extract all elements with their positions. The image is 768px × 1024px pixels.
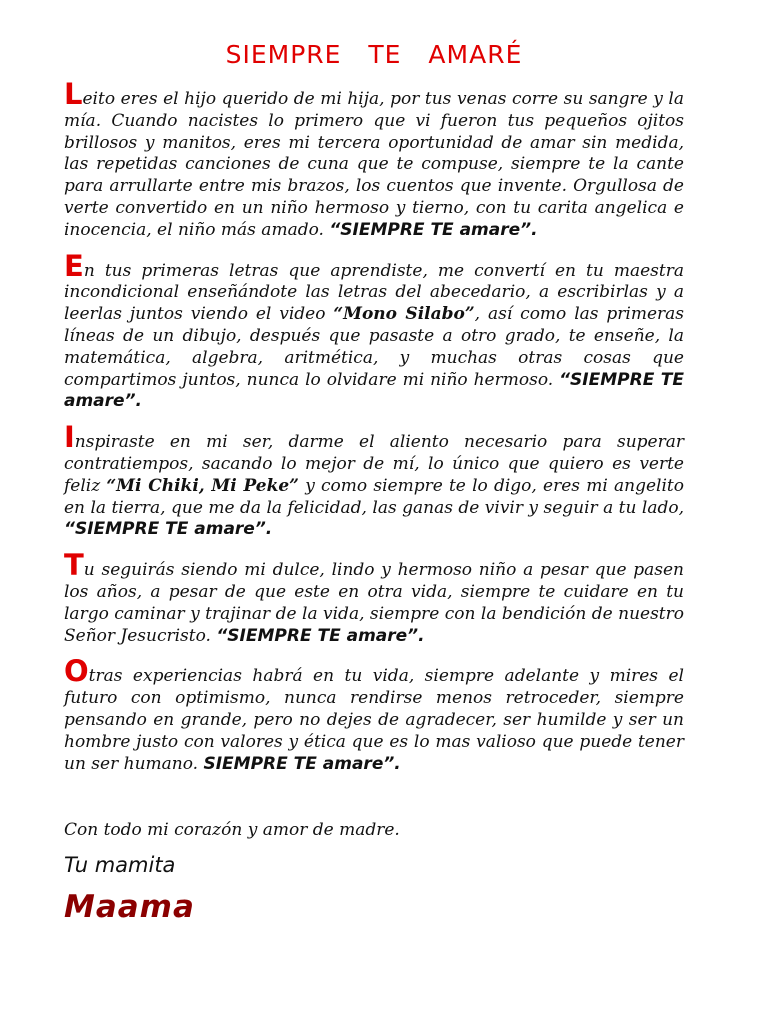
paragraph-text: eito eres el hijo querido de mi hija, por tus venas corre su sangre y la mía. Cuando nacistes lo primero que vi fueron tus pequeños ojitos brillosos y manitos, eres mi tercera oportunidad de amar sin medida, las repetidas canciones de cuna que te compuse, siempre te la cante para arrullarte entre mis brazos, los cuentos que invente. Orgullosa de verte convertido en un niño hermoso y tierno, con tu carita angelica e inocencia, el niño más amado. [64,89,684,240]
drop-cap-i: I [64,420,75,455]
paragraph-text: , así como las primeras líneas de un dibujo, después que pasaste a otro grado, te enseñe, la matemática, algebra, aritmética, y muchas otras cosas que compartimos juntos, nunca lo olvidare mi niño hermoso. [64,304,685,390]
document-title: SIEMPRE TE AMARÉ [225,40,523,69]
paragraph-text: nspiraste en mi ser, darme el aliento necesario para superar contratiempos, sacando lo mejor de mí, lo único que quiero es verte feliz [64,432,684,496]
closing-line: Con todo mi corazón y amor de madre. [64,820,400,841]
paragraph-i [64,420,684,541]
from-line: Tu mamita [64,853,176,878]
drop-cap-o: O [64,654,89,689]
signature: Maama [64,889,195,926]
paragraph-o [64,654,684,775]
paragraph-l [64,77,684,242]
drop-cap-l: L [64,77,83,111]
paragraph-text: y como siempre te lo digo, eres mi angelito en la tierra, que me da la felicidad, las ganas de vivir y seguir a tu lado, [64,475,684,518]
drop-cap-t: T [64,548,84,583]
paragraph-e [64,248,685,414]
emphasis-text: SIEMPRE TE amare”. [203,753,401,774]
paragraph-text: u seguirás siendo mi dulce, lindo y hermoso niño a pesar que pasen los años, a pesar de que este en otra vida, siempre te cuidare en tu largo caminar y trajinar de la vida, siempre con la bendición de nuestro Señor Jesucristo. [64,560,684,646]
highlight-text: “Mi Chiki, Mi Peke” [106,475,299,496]
emphasis-text: “SIEMPRE TE amare”. [64,519,273,540]
emphasis-text: “SIEMPRE TE amare”. [329,219,538,240]
emphasis-text: “SIEMPRE TE amare”. [216,625,425,646]
emphasis-text: “SIEMPRE TE amare”. [64,369,684,412]
paragraph-text: n tus primeras letras que aprendiste, me convertí en tu maestra incondicional enseñándote las letras del abecedario, a escribirlas y a leerlas juntos viendo el video [64,260,684,325]
paragraph-text: tras experiencias habrá en tu vida, siempre adelante y mires el futuro con optimismo, nunca rendirse menos retroceder, siempre pensando en grande, pero no dejes de agradecer, ser humilde y ser un hombre justo con valores y ética que es lo mas valioso que puede tener un ser humano. [64,666,684,774]
drop-cap-e: E [64,248,84,283]
paragraph-t [64,548,684,647]
highlight-text: “Mono Silabo” [333,304,475,325]
